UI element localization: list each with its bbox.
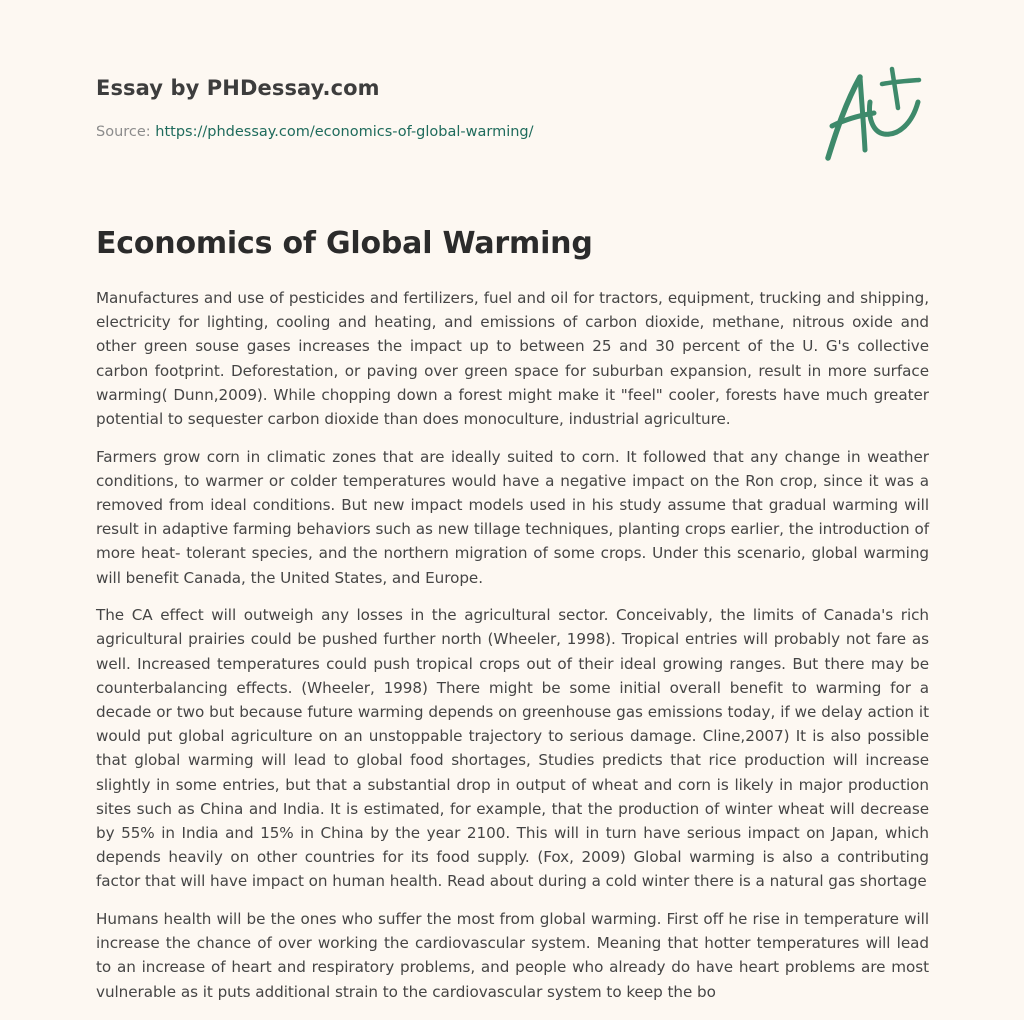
essay-title: Economics of Global Warming	[96, 226, 593, 261]
source-line	[96, 124, 534, 140]
essay-paragraph: Humans health will be the ones who suffer the most from global warming. First off he rise in temperature will increase the chance of over working the cardiovascular system. Meaning that hotter temperatures will lead to an increase of heart and respiratory problems, and people who already do have heart problems are most vulnerable as it puts additional strain to the cardiovascular system to keep the bo	[96, 910, 929, 1001]
essay-paragraph: Manufactures and use of pesticides and fertilizers, fuel and oil for tractors, equipment, trucking and shipping, electricity for lighting, cooling and heating, and emissions of carbon dioxide, methane, nitrous oxide and other green souse gases increases the impact up to between 25 and 30 percent of the U. G's collective carbon footprint. Deforestation, or paving over green space for suburban expansion, result in more surface warming( Dunn,2009). While chopping down a forest might make it "feel" cooler, forests have much greater potential to sequester carbon dioxide than does monoculture, industrial agriculture.	[96, 289, 929, 429]
source-link[interactable]: https://phdessay.com/economics-of-global-warming/	[155, 124, 534, 140]
essay-body	[96, 286, 929, 1017]
a-plus-logo-icon	[818, 64, 930, 168]
essay-paragraph: The CA effect will outweigh any losses in the agricultural sector. Conceivably, the limits of Canada's rich agricultural prairies could be pushed further north (Wheeler, 1998). Tropical entries will probably not fare as well. Increased temperatures could push tropical crops out of their ideal growing ranges. But there may be counterbalancing effects. (Wheeler, 1998) There might be some initial overall benefit to warming for a decade or two but because future warming depends on greenhouse gas emissions today, if we delay action it would put global agriculture on an unstoppable trajectory to serious damage. Cline,2007) It is also possible that global warming will lead to global food shortages, Studies predicts that rice production will increase slightly in some entries, but that a substantial drop in output of wheat and corn is likely in major production sites such as China and India. It is estimated, for example, that the production of winter wheat will decrease by 55% in India and 15% in China by the year 2100. This will in turn have serious impact on Japan, which depends heavily on other countries for its food supply. (Fox, 2009) Global warming is also a contributing factor that will have impact on human health. Read about during a cold winter there is a natural gas shortage	[96, 606, 929, 891]
site-brand: Essay by PHDessay.com	[96, 76, 380, 100]
source-label: Source:	[96, 124, 156, 140]
essay-paragraph: Farmers grow corn in climatic zones that are ideally suited to corn. It followed that any change in weather conditions, to warmer or colder temperatures would have a negative impact on the Ron crop, since it was a removed from ideal conditions. But new impact models used in his study assume that gradual warming will result in adaptive farming behaviors such as new tillage techniques, planting crops earlier, the introduction of more heat- tolerant species, and the northern migration of some crops. Under this scenario, global warming will benefit Canada, the United States, and Europe.	[96, 447, 929, 587]
